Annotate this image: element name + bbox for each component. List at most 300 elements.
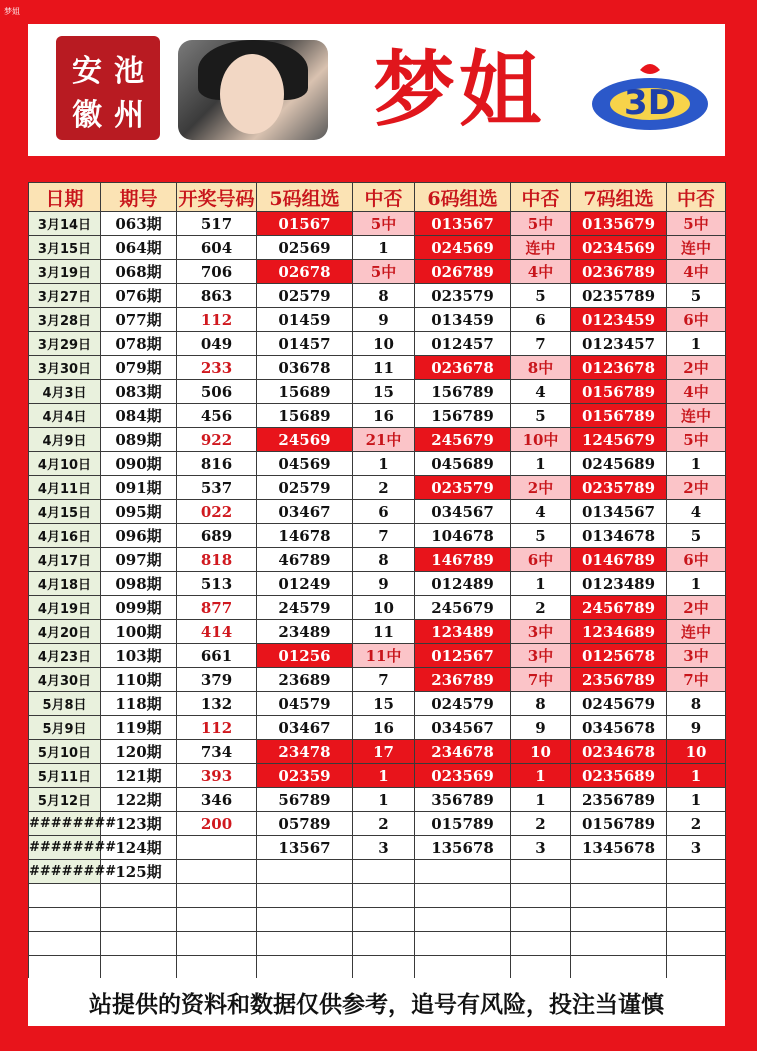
table-cell: 6中 (667, 548, 726, 572)
table-cell: 393 (177, 764, 257, 788)
table-cell: 112 (177, 308, 257, 332)
table-cell: 4 (511, 500, 571, 524)
table-cell: 10中 (511, 428, 571, 452)
table-cell: 099期 (101, 596, 177, 620)
table-cell: 1 (667, 332, 726, 356)
table-cell: 5中 (353, 260, 415, 284)
table-cell: 517 (177, 212, 257, 236)
table-cell: 13567 (257, 836, 353, 860)
table-cell: 112 (177, 716, 257, 740)
table-row (29, 476, 726, 500)
disclaimer-bar (28, 978, 725, 1026)
table-row (29, 764, 726, 788)
table-cell: 124期 (101, 836, 177, 860)
blank-cell (101, 932, 177, 956)
table-cell: 2356789 (571, 788, 667, 812)
table-cell: 01249 (257, 572, 353, 596)
table-cell (177, 836, 257, 860)
table-cell: 03467 (257, 716, 353, 740)
blank-row (29, 908, 726, 932)
table-cell: 120期 (101, 740, 177, 764)
table-cell: 022 (177, 500, 257, 524)
table-cell: 4月18日 (29, 572, 101, 596)
table-row (29, 740, 726, 764)
table-row (29, 548, 726, 572)
table-cell: 414 (177, 620, 257, 644)
column-header: 中否 (667, 183, 726, 212)
table-cell: 076期 (101, 284, 177, 308)
table-cell: 5月12日 (29, 788, 101, 812)
blank-cell (511, 956, 571, 980)
table-cell: 079期 (101, 356, 177, 380)
table-cell: 135678 (415, 836, 511, 860)
table-cell: 0123457 (571, 332, 667, 356)
blank-cell (353, 932, 415, 956)
blank-cell (101, 956, 177, 980)
table-cell: 连中 (667, 236, 726, 260)
blank-row (29, 932, 726, 956)
table-cell: 24579 (257, 596, 353, 620)
table-cell: 23689 (257, 668, 353, 692)
column-header: 日期 (29, 183, 101, 212)
table-cell: 7中 (667, 668, 726, 692)
seal-char: 安 (72, 54, 102, 89)
table-cell: 1234689 (571, 620, 667, 644)
lottery-3d-logo (586, 54, 714, 142)
table-cell: ######## (29, 860, 101, 884)
table-row (29, 308, 726, 332)
table-cell: 5中 (511, 212, 571, 236)
table-cell: 1 (511, 788, 571, 812)
table-cell: 234678 (415, 740, 511, 764)
table-row (29, 236, 726, 260)
blank-cell (571, 956, 667, 980)
table-cell: ######## (29, 836, 101, 860)
blank-cell (353, 956, 415, 980)
table-cell: 03678 (257, 356, 353, 380)
table-cell: 8中 (511, 356, 571, 380)
table-cell: 4中 (667, 380, 726, 404)
table-row (29, 620, 726, 644)
table-cell: 3月14日 (29, 212, 101, 236)
table-cell: 245679 (415, 596, 511, 620)
table-cell: 2 (511, 596, 571, 620)
table-cell: 0123678 (571, 356, 667, 380)
table-row (29, 692, 726, 716)
table-cell: 034567 (415, 500, 511, 524)
table-cell: 0156789 (571, 812, 667, 836)
table-cell: 013459 (415, 308, 511, 332)
table-cell: 083期 (101, 380, 177, 404)
blank-cell (415, 956, 511, 980)
table-row (29, 332, 726, 356)
table-cell: 15689 (257, 404, 353, 428)
table-cell: 0134678 (571, 524, 667, 548)
table-row (29, 668, 726, 692)
table-cell: 01457 (257, 332, 353, 356)
table-cell: ######## (29, 812, 101, 836)
table-cell (257, 860, 353, 884)
table-cell: 4月3日 (29, 380, 101, 404)
table-cell: 023678 (415, 356, 511, 380)
table-cell: 1 (667, 764, 726, 788)
table-cell: 1245679 (571, 428, 667, 452)
table-cell: 02678 (257, 260, 353, 284)
table-cell: 7 (353, 524, 415, 548)
column-header: 期号 (101, 183, 177, 212)
table-cell: 537 (177, 476, 257, 500)
table-cell: 4月20日 (29, 620, 101, 644)
table-cell: 1 (667, 452, 726, 476)
table-cell: 1 (353, 452, 415, 476)
table-cell: 034567 (415, 716, 511, 740)
blank-cell (101, 884, 177, 908)
table-cell: 100期 (101, 620, 177, 644)
blank-cell (511, 932, 571, 956)
table-row (29, 524, 726, 548)
table-cell: 01567 (257, 212, 353, 236)
column-header: 中否 (511, 183, 571, 212)
table-cell: 045689 (415, 452, 511, 476)
table-cell: 356789 (415, 788, 511, 812)
blank-cell (667, 932, 726, 956)
table-cell: 513 (177, 572, 257, 596)
table-cell: 104678 (415, 524, 511, 548)
blank-cell (511, 908, 571, 932)
table-cell: 0156789 (571, 380, 667, 404)
table-cell: 084期 (101, 404, 177, 428)
table-cell: 3中 (511, 644, 571, 668)
table-cell: 078期 (101, 332, 177, 356)
table-row (29, 812, 726, 836)
seal-char: 徽 (72, 98, 102, 133)
blank-cell (257, 908, 353, 932)
table-cell: 0134567 (571, 500, 667, 524)
table-cell: 8 (667, 692, 726, 716)
table-cell: 1345678 (571, 836, 667, 860)
table-cell: 0235689 (571, 764, 667, 788)
table-cell: 15689 (257, 380, 353, 404)
table-cell: 9 (353, 572, 415, 596)
table-cell: 023579 (415, 284, 511, 308)
table-cell: 156789 (415, 404, 511, 428)
table-cell: 56789 (257, 788, 353, 812)
table-cell: 11中 (353, 644, 415, 668)
blank-cell (415, 908, 511, 932)
blank-cell (415, 884, 511, 908)
table-cell: 8 (353, 284, 415, 308)
table-cell: 9 (667, 716, 726, 740)
blank-cell (511, 884, 571, 908)
table-cell: 3月30日 (29, 356, 101, 380)
table-cell: 23489 (257, 620, 353, 644)
table-cell: 200 (177, 812, 257, 836)
table-cell: 734 (177, 740, 257, 764)
table-cell: 7 (511, 332, 571, 356)
table-row (29, 716, 726, 740)
table-cell: 245679 (415, 428, 511, 452)
table-cell: 013567 (415, 212, 511, 236)
table-cell: 604 (177, 236, 257, 260)
table-cell: 119期 (101, 716, 177, 740)
table-cell: 068期 (101, 260, 177, 284)
table-cell: 3月28日 (29, 308, 101, 332)
table-cell: 5月9日 (29, 716, 101, 740)
blank-cell (415, 932, 511, 956)
table-cell: 156789 (415, 380, 511, 404)
blank-cell (177, 908, 257, 932)
table-cell: 9 (511, 716, 571, 740)
column-header: 开奖号码 (177, 183, 257, 212)
table-cell: 077期 (101, 308, 177, 332)
table-cell: 024569 (415, 236, 511, 260)
table-cell: 2 (353, 812, 415, 836)
table-header-row (29, 183, 726, 212)
table-cell: 02359 (257, 764, 353, 788)
table-cell: 4月16日 (29, 524, 101, 548)
table-cell: 3 (353, 836, 415, 860)
table-cell: 103期 (101, 644, 177, 668)
header-banner (28, 24, 725, 156)
table-cell: 1 (667, 572, 726, 596)
table-row (29, 644, 726, 668)
table-cell: 4月23日 (29, 644, 101, 668)
table-cell: 0235789 (571, 284, 667, 308)
results-table (28, 182, 725, 980)
table-cell: 2 (353, 476, 415, 500)
table-cell: 026789 (415, 260, 511, 284)
table-cell: 5中 (667, 428, 726, 452)
table-cell: 049 (177, 332, 257, 356)
table-cell: 0245679 (571, 692, 667, 716)
table-cell (353, 860, 415, 884)
table-cell: 02579 (257, 284, 353, 308)
brand-title: 梦姐 (373, 42, 546, 138)
table-cell: 4月30日 (29, 668, 101, 692)
table-cell: 095期 (101, 500, 177, 524)
table-row (29, 596, 726, 620)
table-cell: 089期 (101, 428, 177, 452)
table-cell: 02569 (257, 236, 353, 260)
table-cell: 1 (353, 236, 415, 260)
blank-cell (667, 956, 726, 980)
blank-cell (177, 956, 257, 980)
blank-cell (177, 884, 257, 908)
table-cell: 2中 (667, 596, 726, 620)
table-cell: 01256 (257, 644, 353, 668)
table-cell: 091期 (101, 476, 177, 500)
table-cell: 123489 (415, 620, 511, 644)
table-cell: 5月8日 (29, 692, 101, 716)
table-cell: 0235789 (571, 476, 667, 500)
table-cell: 506 (177, 380, 257, 404)
profile-photo (178, 40, 328, 140)
table-cell: 012489 (415, 572, 511, 596)
table-cell: 17 (353, 740, 415, 764)
table-cell: 3月15日 (29, 236, 101, 260)
table-cell: 818 (177, 548, 257, 572)
table-cell: 125期 (101, 860, 177, 884)
table-cell: 15 (353, 692, 415, 716)
table-cell: 6中 (667, 308, 726, 332)
table-cell: 15 (353, 380, 415, 404)
table-cell: 8 (511, 692, 571, 716)
table-cell: 01459 (257, 308, 353, 332)
blank-cell (177, 932, 257, 956)
column-header: 6码组选 (415, 183, 511, 212)
table-row (29, 260, 726, 284)
table-cell: 2456789 (571, 596, 667, 620)
table-cell: 16 (353, 716, 415, 740)
table-cell: 连中 (667, 404, 726, 428)
table-cell: 4月17日 (29, 548, 101, 572)
table-cell: 090期 (101, 452, 177, 476)
table-cell: 3 (511, 836, 571, 860)
table-cell: 6中 (511, 548, 571, 572)
table-cell: 236789 (415, 668, 511, 692)
table-cell: 4月9日 (29, 428, 101, 452)
seal-char: 州 (114, 98, 144, 133)
corner-tag: 梦姐 (4, 7, 20, 16)
table-cell: 04579 (257, 692, 353, 716)
table-row (29, 788, 726, 812)
table-cell: 7中 (511, 668, 571, 692)
disclaimer-text: 站提供的资料和数据仅供参考，追号有风险，投注当谨慎 (89, 990, 664, 1018)
table-row (29, 284, 726, 308)
table-cell: 5 (511, 524, 571, 548)
blank-cell (29, 884, 101, 908)
table-cell: 024579 (415, 692, 511, 716)
table-cell: 1 (511, 452, 571, 476)
table-cell: 122期 (101, 788, 177, 812)
table-cell (667, 860, 726, 884)
table-cell: 4月4日 (29, 404, 101, 428)
table-cell: 6 (511, 308, 571, 332)
table-cell: 5 (667, 284, 726, 308)
table-row (29, 212, 726, 236)
table-cell: 922 (177, 428, 257, 452)
table-cell: 5 (511, 284, 571, 308)
table-cell: 4 (667, 500, 726, 524)
table-cell: 10 (353, 332, 415, 356)
table-cell: 5中 (667, 212, 726, 236)
blank-cell (29, 956, 101, 980)
table-cell: 1 (353, 788, 415, 812)
table-cell: 0123459 (571, 308, 667, 332)
table-cell: 379 (177, 668, 257, 692)
table-cell: 5 (511, 404, 571, 428)
table-cell: 46789 (257, 548, 353, 572)
table-cell: 877 (177, 596, 257, 620)
table-cell: 4 (511, 380, 571, 404)
table-cell: 689 (177, 524, 257, 548)
table-cell: 816 (177, 452, 257, 476)
blank-cell (571, 932, 667, 956)
blank-cell (353, 908, 415, 932)
table-cell: 2中 (511, 476, 571, 500)
column-header: 中否 (353, 183, 415, 212)
table-cell: 连中 (511, 236, 571, 260)
table-cell: 4月10日 (29, 452, 101, 476)
table-cell: 6 (353, 500, 415, 524)
table-cell: 123期 (101, 812, 177, 836)
table-cell: 1 (667, 788, 726, 812)
blank-cell (29, 908, 101, 932)
seal-logo (56, 36, 160, 140)
table-cell: 2 (667, 812, 726, 836)
table-cell: 121期 (101, 764, 177, 788)
table-cell: 706 (177, 260, 257, 284)
table-cell: 3月27日 (29, 284, 101, 308)
table-cell: 02579 (257, 476, 353, 500)
table-row (29, 860, 726, 884)
table-cell: 0125678 (571, 644, 667, 668)
table-cell: 0135679 (571, 212, 667, 236)
table-cell: 346 (177, 788, 257, 812)
table-cell: 16 (353, 404, 415, 428)
table-cell (415, 860, 511, 884)
table-cell: 118期 (101, 692, 177, 716)
table-row (29, 836, 726, 860)
table-cell: 0345678 (571, 716, 667, 740)
table-cell: 连中 (667, 620, 726, 644)
seal-char: 池 (114, 54, 144, 89)
table-cell: 015789 (415, 812, 511, 836)
photo-face (220, 54, 284, 134)
table-cell: 3月19日 (29, 260, 101, 284)
table-row (29, 404, 726, 428)
blank-cell (571, 908, 667, 932)
table-cell: 5 (667, 524, 726, 548)
blank-cell (353, 884, 415, 908)
table-cell: 10 (511, 740, 571, 764)
table-row (29, 428, 726, 452)
table-cell: 04569 (257, 452, 353, 476)
table-cell: 7 (353, 668, 415, 692)
table-row (29, 356, 726, 380)
table-cell: 3月29日 (29, 332, 101, 356)
table-cell: 096期 (101, 524, 177, 548)
table-cell: 14678 (257, 524, 353, 548)
table-cell: 3 (667, 836, 726, 860)
blank-cell (257, 956, 353, 980)
blank-cell (571, 884, 667, 908)
table-cell: 4月15日 (29, 500, 101, 524)
table-cell: 2中 (667, 476, 726, 500)
table-cell: 097期 (101, 548, 177, 572)
table-cell: 5月10日 (29, 740, 101, 764)
table-cell: 064期 (101, 236, 177, 260)
logo-text: 3D (624, 83, 676, 123)
table-cell: 3中 (511, 620, 571, 644)
table-cell: 063期 (101, 212, 177, 236)
table-cell: 023579 (415, 476, 511, 500)
table-cell: 4月11日 (29, 476, 101, 500)
table-cell: 1 (511, 764, 571, 788)
table-row (29, 500, 726, 524)
table-cell: 0156789 (571, 404, 667, 428)
table-cell: 11 (353, 356, 415, 380)
column-header: 5码组选 (257, 183, 353, 212)
blank-cell (101, 908, 177, 932)
table-cell: 2356789 (571, 668, 667, 692)
blank-cell (667, 884, 726, 908)
table-cell: 863 (177, 284, 257, 308)
table-cell: 4中 (511, 260, 571, 284)
table-row (29, 572, 726, 596)
table-cell: 2 (511, 812, 571, 836)
table-cell: 4月19日 (29, 596, 101, 620)
